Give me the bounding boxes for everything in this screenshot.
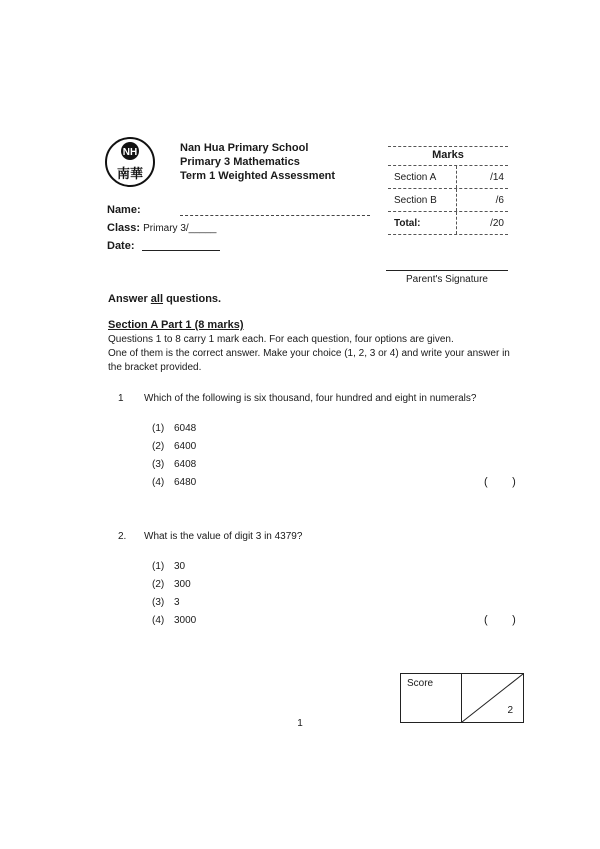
option-number: (4) [152, 615, 165, 626]
score-label-cell [401, 674, 462, 722]
option-number: (3) [152, 459, 165, 470]
option-text: 3 [174, 597, 180, 608]
score-label: Score [407, 678, 434, 689]
marks-row-total [388, 211, 508, 235]
section-desc-line: One of them is the correct answer. Make your choice (1, 2, 3 or 4) and write your answer in [108, 348, 510, 359]
option-text: 3000 [174, 615, 197, 626]
question-option[interactable] [152, 615, 196, 626]
name-field[interactable] [180, 214, 370, 216]
instructions-suffix: questions. [163, 293, 222, 305]
instructions-prefix: Answer [108, 293, 151, 305]
question-option[interactable] [152, 423, 196, 434]
option-number: (3) [152, 597, 165, 608]
section-desc-line: Questions 1 to 8 carry 1 mark each. For each question, four options are given. [108, 334, 454, 345]
page-number: 1 [297, 718, 303, 729]
logo-monogram: NH [122, 147, 138, 158]
question-text: Which of the following is six thousand, four hundred and eight in numerals? [144, 393, 477, 404]
class-value: Primary 3/_____ [143, 223, 217, 234]
option-text: 6048 [174, 423, 197, 434]
question-option[interactable] [152, 477, 196, 488]
marks-row-value: /6 [456, 189, 508, 211]
answer-bracket[interactable]: ( ) [484, 476, 516, 488]
marks-row-value: /14 [456, 166, 508, 188]
assessment-title: Term 1 Weighted Assessment [180, 170, 336, 182]
question-option[interactable] [152, 597, 180, 608]
instructions-emphasis: all [150, 293, 164, 305]
option-text: 6480 [174, 477, 197, 488]
answer-bracket[interactable]: ( ) [484, 614, 516, 626]
marks-row-section-b [388, 188, 508, 211]
question-number: 1 [118, 393, 124, 404]
question-option[interactable] [152, 441, 196, 452]
score-value: 2 [507, 705, 513, 716]
school-header [180, 141, 335, 183]
option-number: (2) [152, 441, 165, 452]
section-title: Section A Part 1 (8 marks) [108, 319, 244, 331]
question-text: What is the value of digit 3 in 4379? [144, 531, 303, 542]
marks-row-section-a [388, 165, 508, 188]
school-name: Nan Hua Primary School [180, 142, 309, 154]
logo-chinese-text: 南華 [116, 167, 144, 182]
class-label: Class: [107, 222, 141, 234]
option-text: 30 [174, 561, 186, 572]
date-label: Date: [107, 240, 135, 252]
question-option[interactable] [152, 561, 185, 572]
question-option[interactable] [152, 579, 191, 590]
option-number: (2) [152, 579, 165, 590]
score-diagonal [462, 674, 523, 722]
option-text: 6408 [174, 459, 197, 470]
option-number: (1) [152, 561, 165, 572]
marks-row-label: Section B [394, 194, 437, 206]
option-text: 300 [174, 579, 191, 590]
subject-title: Primary 3 Mathematics [180, 156, 300, 168]
class-field [107, 222, 216, 234]
name-label: Name: [107, 204, 141, 216]
date-field[interactable] [142, 250, 220, 251]
question-number: 2. [118, 531, 127, 542]
section-description [108, 333, 548, 375]
marks-title: Marks [388, 146, 508, 165]
school-logo [104, 136, 156, 188]
signature-label: Parent's Signature [406, 274, 488, 285]
marks-row-label: Section A [394, 171, 437, 183]
question-option[interactable] [152, 459, 196, 470]
option-number: (4) [152, 477, 165, 488]
score-box [400, 673, 524, 723]
instructions [108, 293, 221, 305]
option-text: 6400 [174, 441, 197, 452]
marks-row-value: /20 [456, 212, 508, 234]
signature-line[interactable] [386, 270, 508, 271]
section-desc-line: the bracket provided. [108, 362, 202, 373]
marks-table [388, 146, 508, 235]
marks-row-label: Total: [394, 217, 421, 229]
option-number: (1) [152, 423, 165, 434]
